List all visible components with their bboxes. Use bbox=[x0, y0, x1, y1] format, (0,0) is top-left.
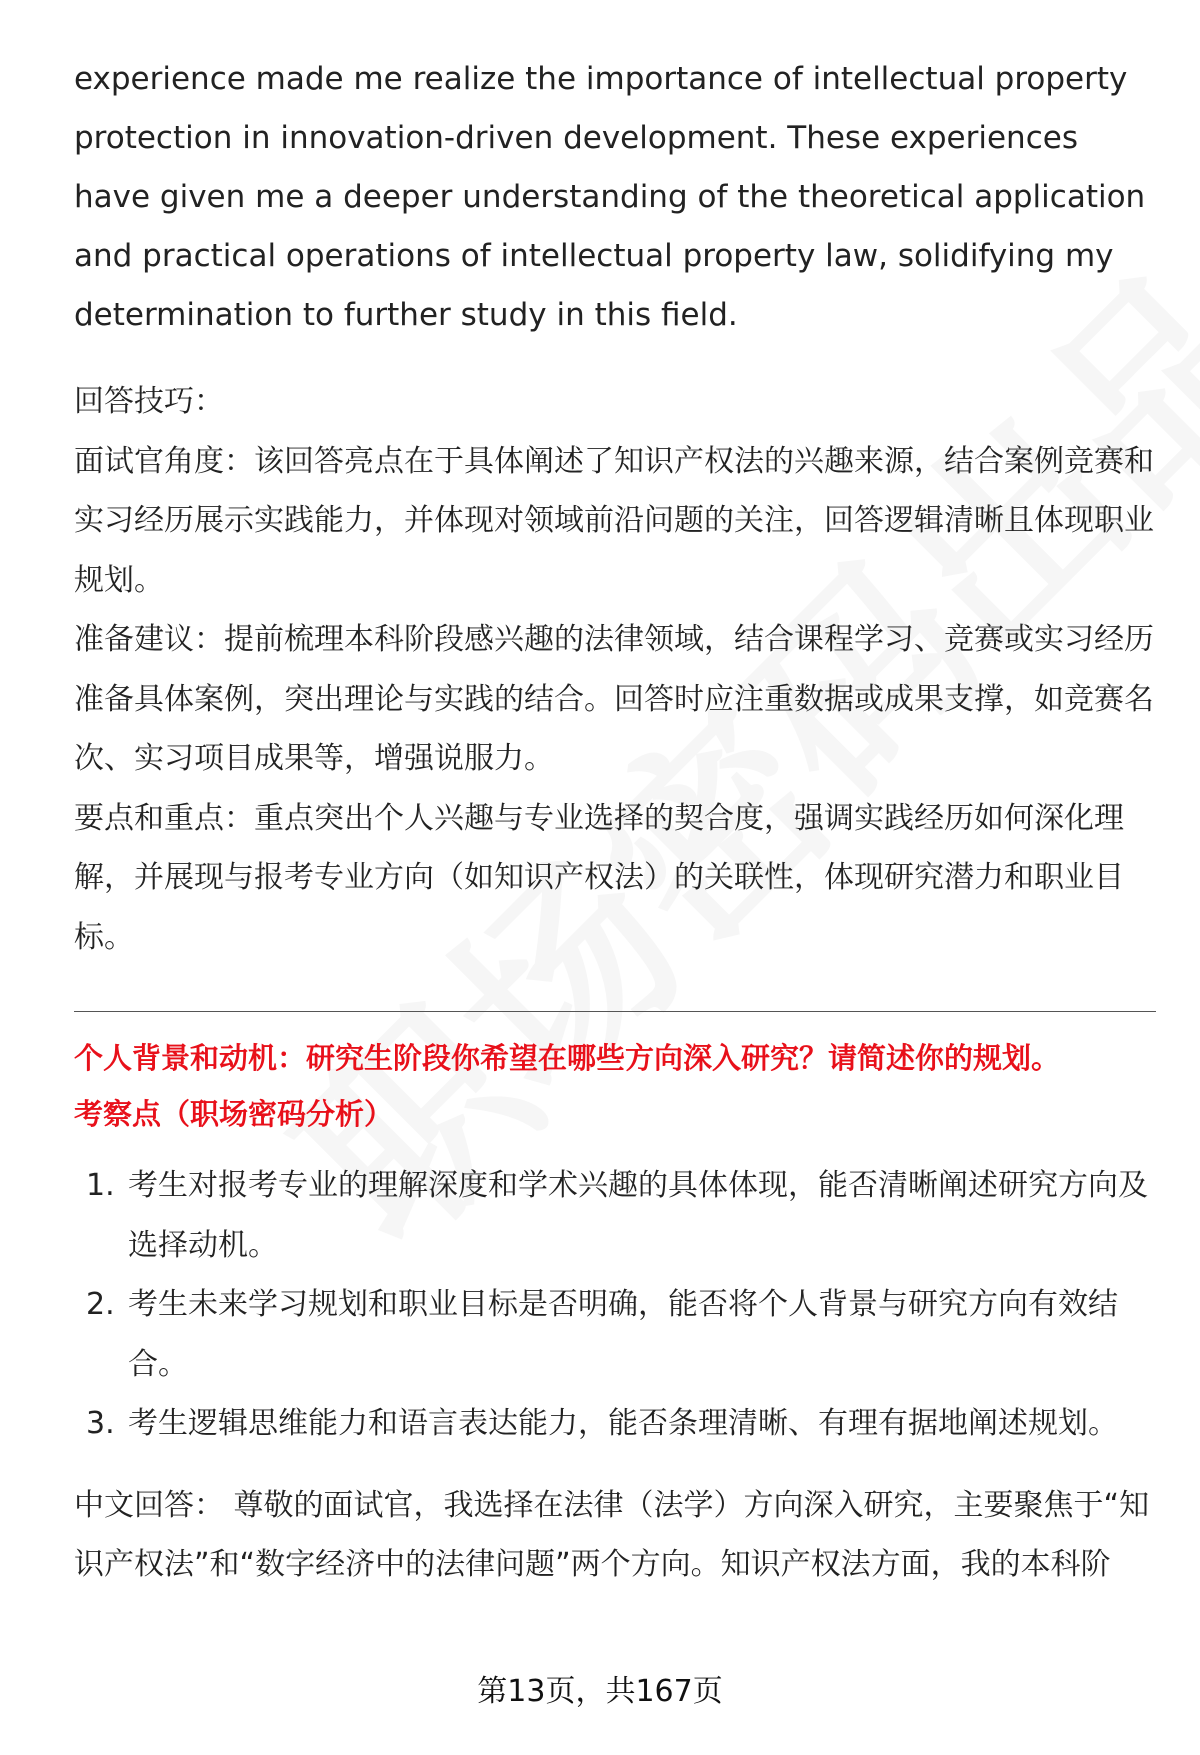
assessment-points-list bbox=[74, 1156, 1156, 1454]
tips-title: 回答技巧： bbox=[74, 384, 224, 419]
list-item bbox=[74, 1156, 1156, 1275]
list-item-text: 考生对报考专业的理解深度和学术兴趣的具体体现，能否清晰阐述研究方向及选择动机。 bbox=[128, 1168, 1148, 1263]
list-item bbox=[74, 1275, 1156, 1394]
answer-tips-section bbox=[74, 372, 1156, 967]
list-item-number: 3. bbox=[86, 1406, 115, 1441]
tips-preparation: 准备建议：提前梳理本科阶段感兴趣的法律领域，结合课程学习、竞赛或实习经历准备具体案例，突出理论与实践的结合。回答时应注重数据或成果支撑，如竞赛名次、实习项目成果等，增强说服力。 bbox=[74, 622, 1154, 776]
list-item bbox=[74, 1394, 1156, 1454]
page-number: 第13页，共167页 bbox=[477, 1674, 723, 1709]
intro-paragraph: experience made me realize the importance of intellectual property protection in innovation-driven development. These experiences have given me a deeper understanding of the theoretical application and practical operations of intellectual property law, solidifying my determination to further study in this field. bbox=[74, 61, 1146, 333]
tips-key-points: 要点和重点：重点突出个人兴趣与专业选择的契合度，强调实践经历如何深化理解，并展现与报考专业方向（如知识产权法）的关联性，体现研究潜力和职业目标。 bbox=[74, 800, 1124, 955]
question-section bbox=[74, 1038, 1156, 1595]
list-item-text: 考生未来学习规划和职业目标是否明确，能否将个人背景与研究方向有效结合。 bbox=[128, 1287, 1118, 1382]
list-item-number: 1. bbox=[86, 1168, 115, 1203]
section-divider bbox=[74, 1011, 1156, 1012]
list-item-number: 2. bbox=[86, 1287, 115, 1322]
question-subheading: 考察点（职场密码分析） bbox=[74, 1097, 394, 1131]
document-page bbox=[74, 50, 1156, 1595]
list-item-text: 考生逻辑思维能力和语言表达能力，能否条理清晰、有理有据地阐述规划。 bbox=[128, 1406, 1118, 1441]
question-heading: 个人背景和动机：研究生阶段你希望在哪些方向深入研究？请简述你的规划。 bbox=[74, 1041, 1061, 1075]
chinese-answer: 中文回答： 尊敬的面试官，我选择在法律（法学）方向深入研究，主要聚焦于“知识产权法”和“数字经济中的法律问题”两个方向。知识产权法方面，我的本科阶 bbox=[74, 1487, 1150, 1582]
tips-interviewer: 面试官角度：该回答亮点在于具体阐述了知识产权法的兴趣来源，结合案例竞赛和实习经历展示实践能力，并体现对领域前沿问题的关注，回答逻辑清晰且体现职业规划。 bbox=[74, 443, 1154, 598]
